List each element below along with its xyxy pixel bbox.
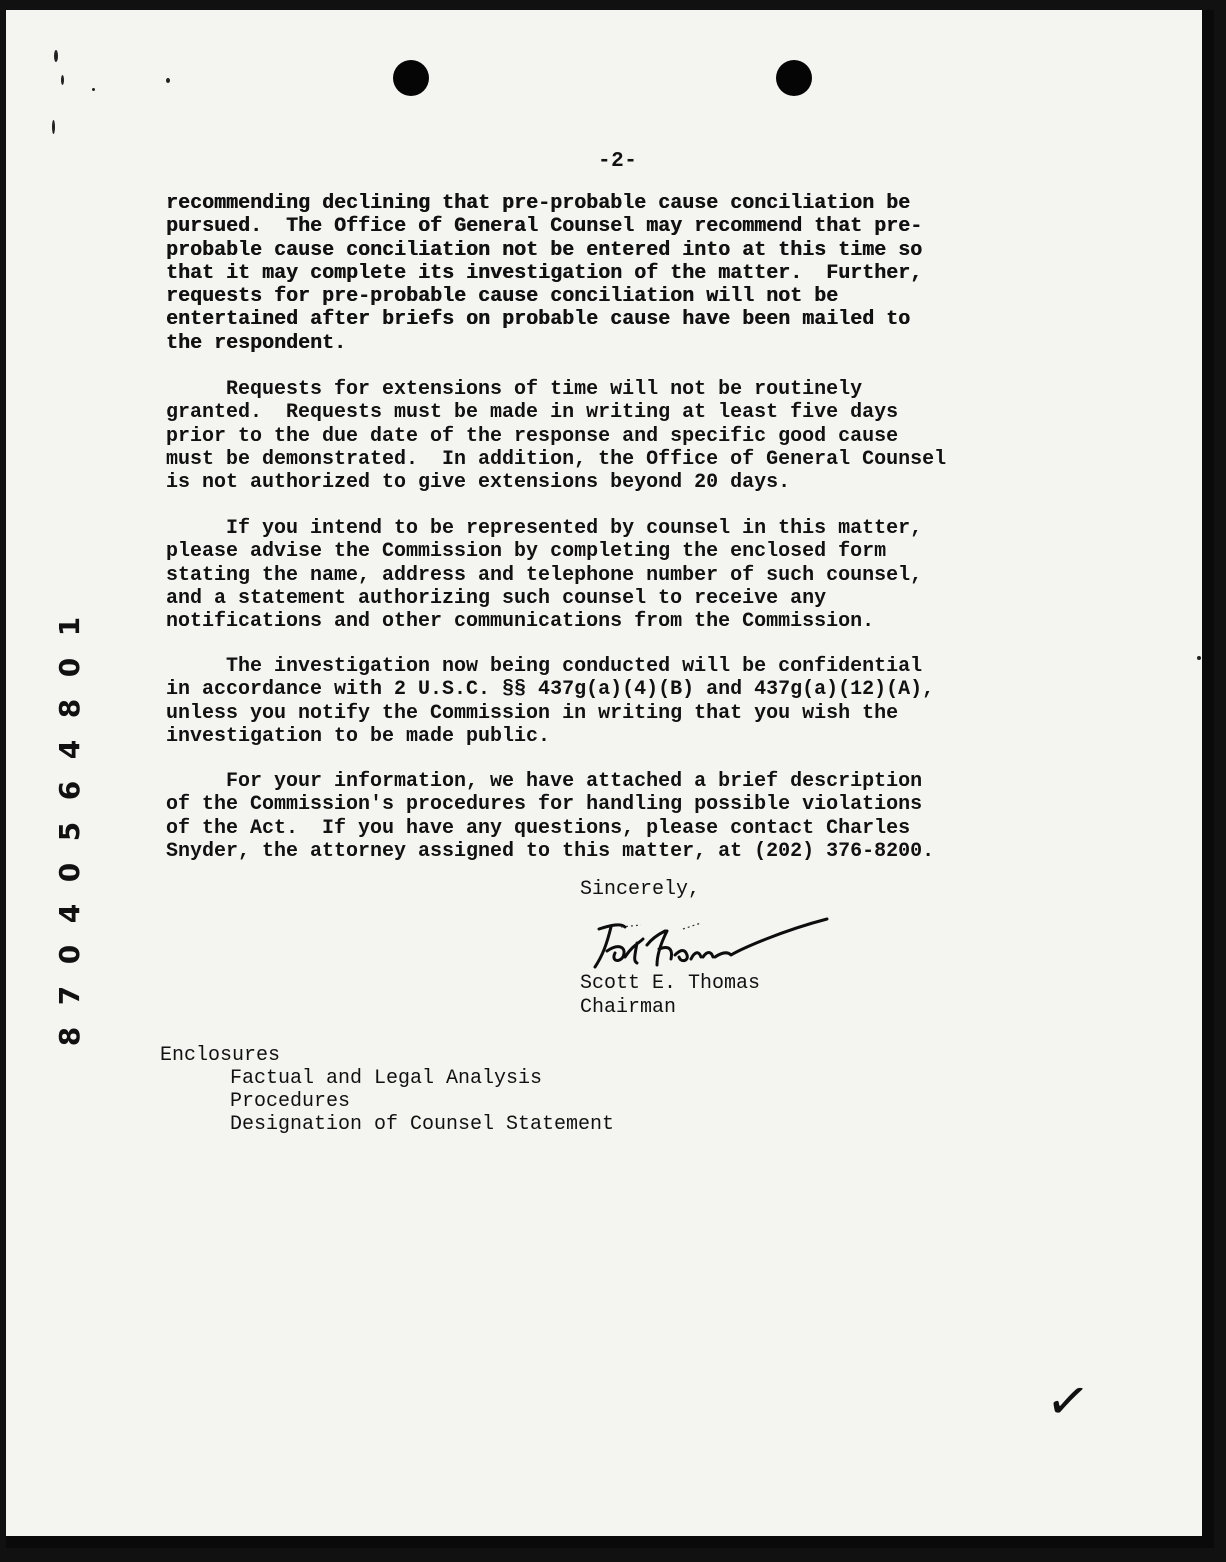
paragraph-line: is not authorized to give extensions beyond 20 days.	[166, 471, 791, 495]
paragraph-line: please advise the Commission by completing the enclosed form	[166, 540, 887, 564]
paragraph-line: requests for pre-probable cause conciliation will not be	[166, 285, 839, 309]
stamp-digit: 8	[53, 698, 87, 719]
paragraph-line: of the Commission's procedures for handling possible violations	[166, 793, 923, 817]
document-page	[6, 10, 1214, 1548]
salutation: Sincerely,	[580, 878, 701, 901]
paragraph-line: entertained after briefs on probable cause have been mailed to	[166, 308, 911, 332]
paragraph-line: in accordance with 2 U.S.C. §§ 437g(a)(4)(B) and 437g(a)(12)(A),	[166, 678, 935, 702]
stamp-digit: 8	[53, 1026, 87, 1047]
scan-speck	[61, 75, 64, 85]
paragraph	[166, 378, 1086, 494]
punch-hole-right	[776, 60, 812, 96]
paragraph-line: stating the name, address and telephone number of such counsel,	[166, 563, 923, 587]
stamp-digit: 4	[53, 739, 87, 760]
stamp-digit: 7	[53, 985, 87, 1006]
stamp-digit: 1	[53, 616, 87, 637]
paragraph-line: prior to the due date of the response and specific good cause	[166, 424, 899, 448]
stamp-digit: 4	[53, 903, 87, 924]
paragraph	[166, 770, 1086, 863]
scan-speck	[54, 50, 58, 62]
scan-edge-right	[1202, 10, 1214, 1548]
paragraph	[166, 655, 1086, 748]
paragraph-line: the respondent.	[166, 331, 347, 355]
paragraph-line: If you intend to be represented by counsel in this matter,	[166, 517, 923, 540]
paragraph-line: that it may complete its investigation of the matter. Further,	[166, 261, 923, 285]
signature	[581, 915, 831, 975]
paragraph-line: For your information, we have attached a brief description	[166, 770, 923, 793]
paragraph-line: probable cause conciliation not be entered into at this time so	[166, 238, 923, 262]
stamp-digit: 0	[53, 657, 87, 678]
scan-edge-bottom	[6, 1536, 1214, 1548]
document-control-number	[48, 606, 92, 1057]
punch-hole-left	[393, 60, 429, 96]
scan-speck	[92, 88, 95, 91]
paragraph-line: Requests for extensions of time will not be routinely	[166, 378, 863, 401]
signer-title: Chairman	[580, 996, 677, 1019]
paragraph-line: The investigation now being conducted will be confidential	[166, 655, 923, 678]
paragraph-line: unless you notify the Commission in writing that you wish the	[166, 701, 899, 725]
paragraph-line: and a statement authorizing such counsel to receive any	[166, 586, 827, 610]
stamp-digit: 0	[53, 862, 87, 883]
enclosure-item: Designation of Counsel Statement	[230, 1113, 615, 1136]
scan-speck	[166, 78, 170, 83]
paragraph	[166, 517, 1086, 633]
page-number: -2-	[598, 150, 638, 173]
paragraph	[166, 192, 1086, 355]
paragraph-line: Snyder, the attorney assigned to this matter, at (202) 376-8200.	[166, 839, 935, 863]
stamp-digit: 5	[53, 821, 87, 842]
scan-speck	[1197, 656, 1201, 660]
paragraph-line: must be demonstrated. In addition, the Office of General Counsel	[166, 447, 947, 471]
paragraph-line: notifications and other communications from the Commission.	[166, 610, 875, 634]
paragraph-line: granted. Requests must be made in writing at least five days	[166, 401, 899, 425]
stamp-digit: 6	[53, 780, 87, 801]
signer-name: Scott E. Thomas	[580, 972, 761, 995]
scan-speck	[52, 120, 55, 134]
enclosure-item: Procedures	[230, 1090, 351, 1113]
stamp-digit: 0	[53, 944, 87, 965]
paragraph-line: recommending declining that pre-probable cause conciliation be	[166, 192, 911, 215]
paragraph-line: investigation to be made public.	[166, 724, 551, 748]
check-mark-icon: ✓	[1042, 1369, 1094, 1435]
enclosures-heading: Enclosures	[160, 1044, 281, 1067]
paragraph-line: pursued. The Office of General Counsel may recommend that pre-	[166, 215, 923, 239]
enclosure-item: Factual and Legal Analysis	[230, 1067, 543, 1090]
paragraph-line: of the Act. If you have any questions, please contact Charles	[166, 816, 911, 840]
